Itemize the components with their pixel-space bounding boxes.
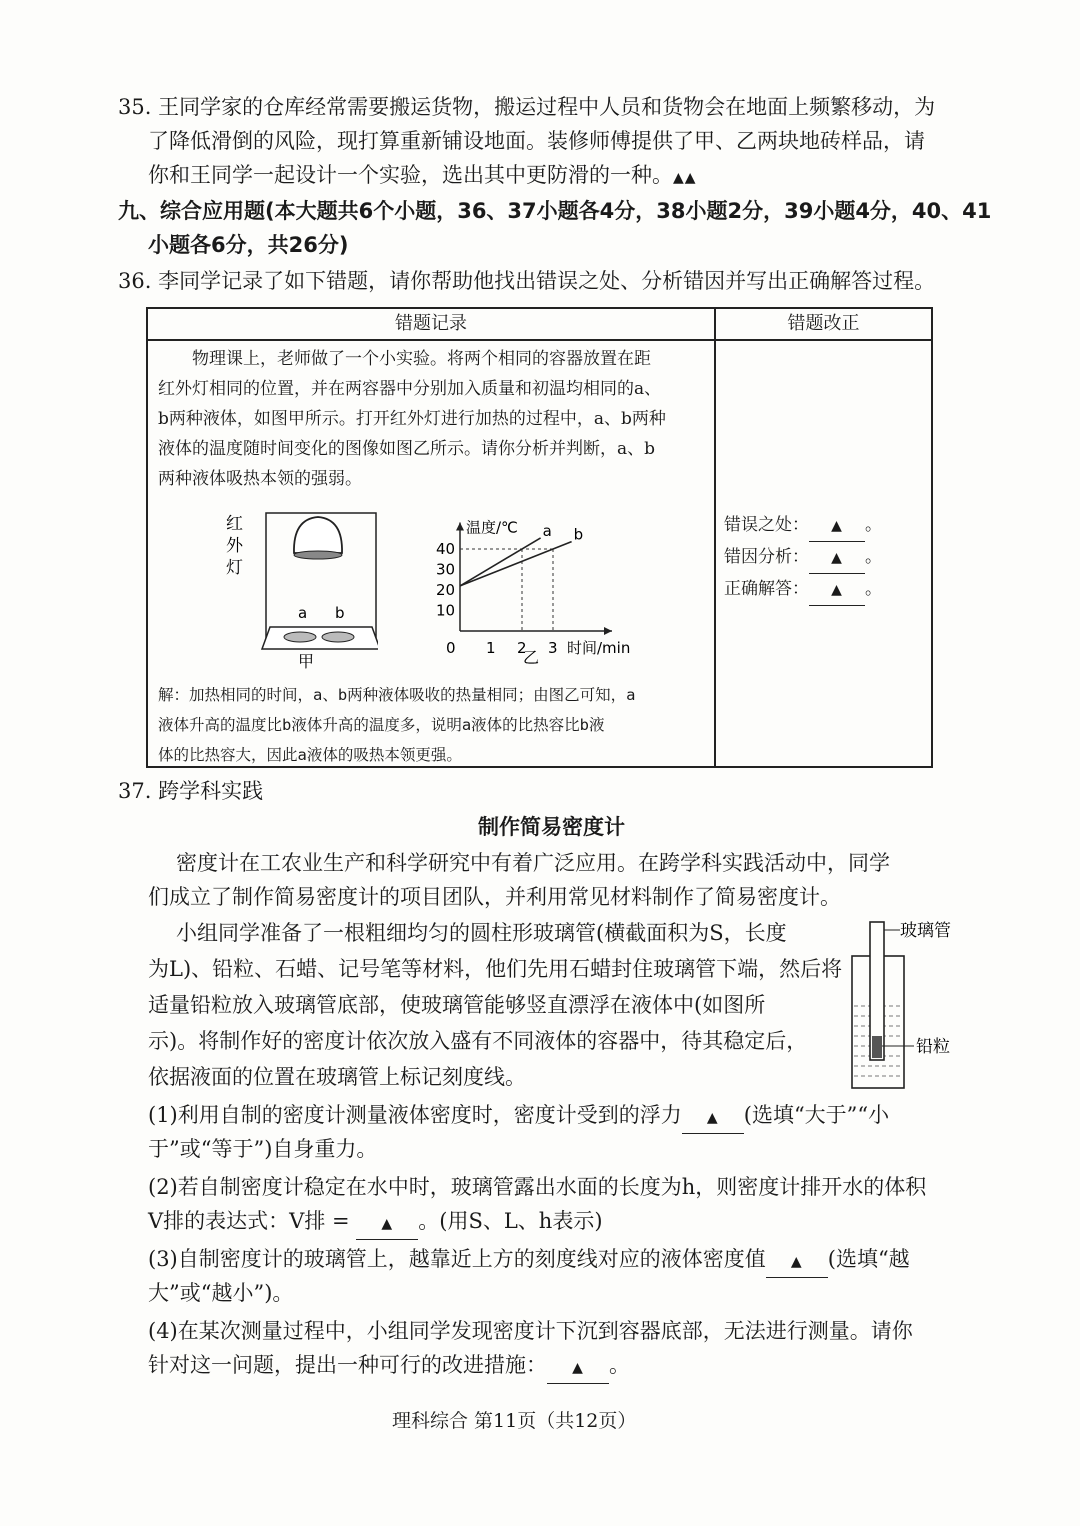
lead-pellets xyxy=(872,1036,882,1058)
y-tick-label: 30 xyxy=(436,560,456,579)
figure-jia xyxy=(218,509,378,669)
y-axis-arrow xyxy=(456,523,464,531)
problem-line: b两种液体，如图甲所示。打开红外灯进行加热的过程中，a、b两种 xyxy=(158,409,666,429)
container-a xyxy=(284,632,316,642)
page-footer: 理科综合 第11页（共12页） xyxy=(392,1410,637,1432)
x-tick-label: 2 xyxy=(517,639,527,657)
liquid-b-label: b xyxy=(335,604,345,622)
q37-para2-line: 小组同学准备了一根粗细均匀的圆柱形玻璃管(横截面积为S，长度 xyxy=(176,921,787,945)
q37-para1-line: 密度计在工农业生产和科学研究中有着广泛应用。在跨学科实践活动中，同学 xyxy=(176,851,890,875)
q37-item-3-cont: 大”或“越小”)。 xyxy=(148,1281,294,1305)
series-label-b: b xyxy=(573,525,584,544)
answer-mark: ▲ xyxy=(381,1216,394,1232)
problem-line: 液体的温度随时间变化的图像如图乙所示。请你分析并判断，a、b xyxy=(158,439,656,459)
series-label-a: a xyxy=(542,521,552,540)
table-header-record: 错题记录 xyxy=(147,308,715,340)
x-axis-label: 时间/min xyxy=(567,639,631,657)
correction-error-location[interactable]: 错误之处： ▲ 。 xyxy=(724,511,882,542)
lead-label: 铅粒 xyxy=(916,1037,950,1057)
q37-title: 37. 跨学科实践 xyxy=(118,779,264,803)
answer-mark: ▲ xyxy=(831,518,843,534)
lamp-label-char: 红 xyxy=(226,514,243,534)
q37-item-3: (3)自制密度计的玻璃管上，越靠近上方的刻度线对应的液体密度值 ▲ (选填“越 xyxy=(148,1244,910,1278)
tray xyxy=(262,627,378,649)
series-line-b xyxy=(460,542,572,586)
lamp-shade xyxy=(294,517,342,553)
figure-yi-chart xyxy=(410,507,650,671)
correction-error-cause[interactable]: 错因分析： ▲ 。 xyxy=(724,543,882,574)
series-line-a xyxy=(460,538,541,586)
q37-item-4: (4)在某次测量过程中，小组同学发现密度计下沉到容器底部，无法进行测量。请你 xyxy=(148,1319,913,1343)
container-b xyxy=(322,632,354,642)
correction-cell xyxy=(715,340,932,767)
y-tick-label: 40 xyxy=(436,540,456,558)
y-axis-label: 温度/℃ xyxy=(466,518,518,537)
y-tick-label: 10 xyxy=(436,601,456,620)
q36-intro: 36. 李同学记录了如下错题，请你帮助他找出错误之处、分析错因并写出正确解答过程。 xyxy=(118,269,936,293)
q37-para2-line: 示)。将制作好的密度计依次放入盛有不同液体的容器中，待其稳定后， xyxy=(148,1029,808,1053)
problem-cell xyxy=(147,340,715,767)
answer-mark: ▲ xyxy=(572,1360,584,1376)
answer-mark: ▲ xyxy=(831,582,843,598)
q37-item-1: (1)利用自制的密度计测量液体密度时，密度计受到的浮力 ▲ (选填“大于”“小 xyxy=(148,1100,889,1134)
x-axis-arrow xyxy=(604,627,612,635)
q35-line-2: 了降低滑倒的风险，现打算重新铺设地面。装修师傅提供了甲、乙两块地砖样品，请 xyxy=(148,129,925,153)
q37-item-2: (2)若自制密度计稳定在水中时，玻璃管露出水面的长度为h，则密度计排开水的体积 xyxy=(148,1175,927,1199)
q37-para2-line: 适量铅粒放入玻璃管底部，使玻璃管能够竖直漂浮在液体中(如图所 xyxy=(148,993,766,1017)
x-tick-label: 0 xyxy=(446,639,456,657)
answer-mark: ▲ xyxy=(706,1110,719,1126)
answer-blank[interactable] xyxy=(682,1100,744,1134)
problem-line: 红外灯相同的位置，并在两容器中分别加入质量和初温均相同的a、 xyxy=(158,379,662,399)
q37-item-4-cont: 针对这一问题，提出一种可行的改进措施： ▲ 。 xyxy=(148,1350,630,1384)
y-tick-label: 20 xyxy=(436,581,456,599)
solution-line: 体的比热容大，因此a液体的吸热本领更强。 xyxy=(158,746,462,764)
figure-jia-caption: 甲 xyxy=(298,652,315,669)
q37-para1-line: 们成立了制作简易密度计的项目团队，并利用常见材料制作了简易密度计。 xyxy=(148,885,841,909)
tube-label: 玻璃管 xyxy=(900,921,951,941)
lamp-label-char: 外 xyxy=(226,536,243,556)
section-9-heading: 九、综合应用题(本大题共6个小题，36、37小题各4分，38小题2分，39小题4分，40、41 xyxy=(118,199,992,223)
x-tick-label: 1 xyxy=(486,639,496,657)
problem-line: 两种液体吸热本领的强弱。 xyxy=(158,469,362,489)
lamp-bulb xyxy=(294,551,342,559)
answer-mark: ▲ xyxy=(790,1254,803,1270)
section-9-heading-cont: 小题各6分，共26分) xyxy=(148,233,349,257)
answer-blank[interactable] xyxy=(356,1206,418,1240)
solution-line: 解：加热相同的时间，a、b两种液体吸收的热量相同；由图乙可知，a xyxy=(158,686,636,704)
q37-item-1-cont: 于”或“等于”)自身重力。 xyxy=(148,1137,378,1161)
answer-blank[interactable] xyxy=(547,1350,609,1384)
error-record-table xyxy=(146,307,933,768)
q37-item-2-cont: V排的表达式：V排 = ▲ 。(用S、L、h表示) xyxy=(148,1206,603,1240)
answer-blank[interactable] xyxy=(766,1244,828,1278)
answer-mark: ▲ xyxy=(831,550,843,566)
q35-line-1: 35. 王同学家的仓库经常需要搬运货物，搬运过程中人员和货物会在地面上频繁移动，为 xyxy=(118,95,936,119)
q37-heading: 制作简易密度计 xyxy=(478,815,625,839)
solution-line: 液体升高的温度比b液体升高的温度多，说明a液体的比热容比b液 xyxy=(158,716,605,734)
problem-line: 物理课上，老师做了一个小实验。将两个相同的容器放置在距 xyxy=(192,349,651,369)
lamp-label-char: 灯 xyxy=(226,558,243,578)
q37-para2-line: 依据液面的位置在玻璃管上标记刻度线。 xyxy=(148,1065,526,1089)
correction-right-answer[interactable]: 正确解答： ▲ 。 xyxy=(724,575,882,606)
liquid-a-label: a xyxy=(298,604,308,622)
x-tick-label: 3 xyxy=(548,639,558,657)
q37-para2-line: 为L)、铅粒、石蜡、记号笔等材料，他们先用石蜡封住玻璃管下端，然后将 xyxy=(148,957,843,981)
answer-mark: ▲▲ xyxy=(673,170,697,186)
densimeter-figure xyxy=(842,916,962,1096)
table-header-correction: 错题改正 xyxy=(715,308,932,340)
q35-line-3: 你和王同学一起设计一个实验，选出其中更防滑的一种。▲▲ xyxy=(148,163,697,187)
figure-yi-caption: 乙 xyxy=(523,648,540,667)
